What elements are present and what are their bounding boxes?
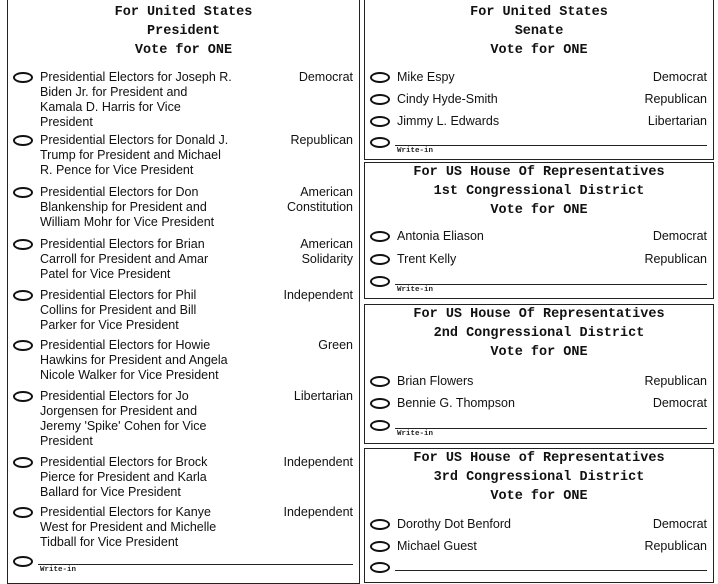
candidate-name: Antonia Eliason <box>397 229 484 243</box>
write-in-label: Write-in <box>40 566 77 574</box>
bubble-oval[interactable] <box>370 231 390 242</box>
bubble-oval[interactable] <box>370 254 390 265</box>
party-label: Democrat <box>652 229 707 243</box>
candidate-name: Presidential Electors for Joseph R. Biden Jr. for President and Kamala D. Harris for Vice President <box>40 70 232 129</box>
write-in-line[interactable] <box>395 570 707 571</box>
party-label: Republican <box>644 252 707 266</box>
contest-title: For United States <box>114 5 253 20</box>
candidate-name: Trent Kelly <box>397 252 457 266</box>
bubble-oval[interactable] <box>370 137 390 148</box>
vote-instruction: Vote for ONE <box>134 43 233 58</box>
vote-instruction: Vote for ONE <box>490 345 588 360</box>
party-label: American Solidarity <box>300 237 353 266</box>
candidate-name: Dorothy Dot Benford <box>397 517 511 531</box>
candidate-name: Presidential Electors for Howie Hawkins for President and Angela Nicole Walker for Vice President <box>40 338 228 382</box>
candidate-name: Presidential Electors for Kanye West for President and Michelle Tidball for Vice President <box>40 505 217 549</box>
write-in-label: Write-in <box>397 430 434 438</box>
candidate-name: Mike Espy <box>397 70 455 84</box>
party-label: American Constitution <box>286 185 353 214</box>
write-in-line[interactable] <box>395 428 707 429</box>
president-contest <box>7 0 360 584</box>
office-name: President <box>147 24 220 39</box>
bubble-oval[interactable] <box>13 239 33 250</box>
senate-header <box>365 3 713 60</box>
bubble-oval[interactable] <box>13 556 33 567</box>
bubble-oval[interactable] <box>370 420 390 431</box>
bubble-oval[interactable] <box>13 187 33 198</box>
write-in-row[interactable] <box>365 137 713 157</box>
party-label: Democrat <box>298 70 353 84</box>
vote-instruction: Vote for ONE <box>490 43 588 58</box>
candidate-name: Presidential Electors for Brock Pierce for President and Karla Ballard for Vice President <box>40 455 208 499</box>
vote-instruction: Vote for ONE <box>490 489 588 504</box>
write-in-label: Write-in <box>397 147 434 155</box>
bubble-oval[interactable] <box>370 562 390 573</box>
district-name: 3rd Congressional District <box>433 470 645 485</box>
party-label: Libertarian <box>293 389 353 403</box>
party-label: Independent <box>283 505 353 519</box>
party-label: Independent <box>283 455 353 469</box>
candidate-name: Presidential Electors for Jo Jorgensen for President and Jeremy 'Spike' Cohen for Vice President <box>40 389 207 448</box>
write-in-row[interactable] <box>8 556 359 576</box>
house-district-2-contest <box>364 304 714 444</box>
house-1-header <box>365 163 713 220</box>
party-label: Republican <box>644 539 707 553</box>
bubble-oval[interactable] <box>370 398 390 409</box>
party-label: Republican <box>290 133 353 147</box>
party-label: Democrat <box>652 517 707 531</box>
write-in-label: Write-in <box>397 286 434 294</box>
bubble-oval[interactable] <box>13 507 33 518</box>
bubble-oval[interactable] <box>370 519 390 530</box>
office-name: Senate <box>514 24 564 39</box>
house-3-header <box>365 449 713 506</box>
bubble-oval[interactable] <box>370 541 390 552</box>
bubble-oval[interactable] <box>370 116 390 127</box>
candidate-name: Michael Guest <box>397 539 477 553</box>
party-label: Independent <box>283 288 353 302</box>
bubble-oval[interactable] <box>13 72 33 83</box>
write-in-line[interactable] <box>395 284 707 285</box>
candidate-name: Bennie G. Thompson <box>397 396 515 410</box>
write-in-row[interactable] <box>365 562 713 582</box>
party-label: Democrat <box>652 70 707 84</box>
contest-title: For United States <box>470 5 608 20</box>
candidate-name: Presidential Electors for Donald J. Trump for President and Michael R. Pence for Vice President <box>40 133 229 177</box>
house-2-header <box>365 305 713 362</box>
president-header <box>8 3 359 60</box>
bubble-oval[interactable] <box>13 340 33 351</box>
house-district-3-contest <box>364 448 714 583</box>
candidate-name: Cindy Hyde-Smith <box>397 92 498 106</box>
bubble-oval[interactable] <box>13 290 33 301</box>
bubble-oval[interactable] <box>370 94 390 105</box>
party-label: Libertarian <box>647 114 707 128</box>
write-in-row[interactable] <box>365 276 713 296</box>
party-label: Green <box>318 338 353 352</box>
candidate-name: Presidential Electors for Phil Collins for President and Bill Parker for Vice President <box>40 288 197 332</box>
bubble-oval[interactable] <box>370 376 390 387</box>
party-label: Republican <box>644 92 707 106</box>
right-column <box>364 0 714 584</box>
bubble-oval[interactable] <box>13 457 33 468</box>
candidate-name: Brian Flowers <box>397 374 474 388</box>
write-in-line[interactable] <box>395 145 707 146</box>
senate-contest <box>364 0 714 160</box>
bubble-oval[interactable] <box>13 135 33 146</box>
contest-title: For US House Of Representatives <box>413 165 665 180</box>
party-label: Democrat <box>652 396 707 410</box>
district-name: 2nd Congressional District <box>433 326 645 341</box>
write-in-line[interactable] <box>38 564 353 565</box>
candidate-name: Presidential Electors for Brian Carroll for President and Amar Patel for Vice President <box>40 237 209 281</box>
write-in-row[interactable] <box>365 420 713 440</box>
party-label: Republican <box>644 374 707 388</box>
vote-instruction: Vote for ONE <box>490 203 588 218</box>
contest-title: For US House of Representatives <box>413 451 665 466</box>
district-name: 1st Congressional District <box>433 184 645 199</box>
bubble-oval[interactable] <box>370 72 390 83</box>
contest-title: For US House Of Representatives <box>413 307 665 322</box>
bubble-oval[interactable] <box>370 276 390 287</box>
candidate-name: Presidential Electors for Don Blankenship for President and William Mohr for Vice President <box>40 185 215 229</box>
bubble-oval[interactable] <box>13 391 33 402</box>
house-district-1-contest <box>364 162 714 299</box>
candidate-name: Jimmy L. Edwards <box>397 114 500 128</box>
